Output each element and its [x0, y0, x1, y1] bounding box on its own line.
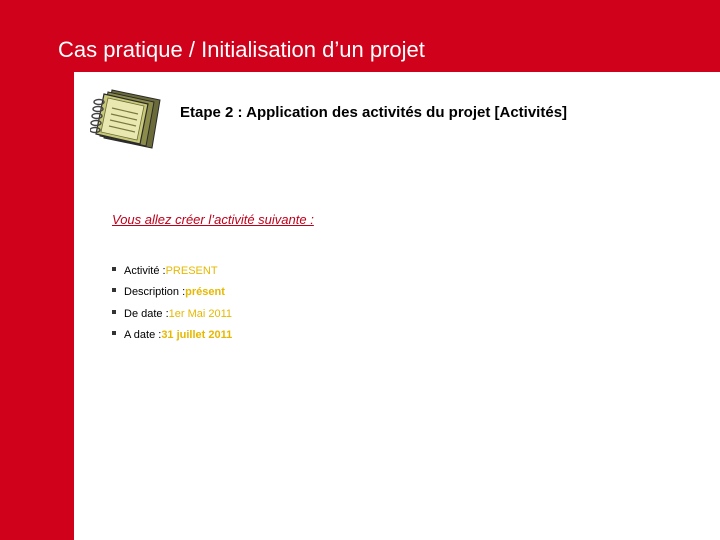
activity-details-list: [112, 260, 232, 346]
list-item: [112, 282, 232, 304]
item-label: De date :: [124, 307, 169, 320]
intro-text: Vous allez créer l’activité suivante :: [112, 212, 314, 227]
bullet-icon: [112, 267, 116, 271]
bullet-icon: [112, 288, 116, 292]
item-label: Activité :: [124, 264, 166, 277]
notebook-icon: [90, 86, 164, 152]
item-value: 31 juillet 2011: [161, 329, 233, 342]
item-label: Description :: [124, 286, 186, 299]
list-item: [112, 260, 232, 282]
item-value: PRESENT: [165, 264, 218, 277]
item-label: A date :: [124, 329, 162, 342]
bullet-icon: [112, 310, 116, 314]
list-item: [112, 325, 232, 347]
list-item: [112, 303, 232, 325]
left-band: [0, 0, 74, 540]
item-value: 1er Mai 2011: [168, 307, 233, 320]
bullet-icon: [112, 331, 116, 335]
step-heading: Etape 2 : Application des activités du projet [Activités]: [180, 104, 568, 121]
slide-title: Cas pratique / Initialisation d’un projet: [58, 37, 425, 62]
item-value: présent: [185, 286, 225, 299]
